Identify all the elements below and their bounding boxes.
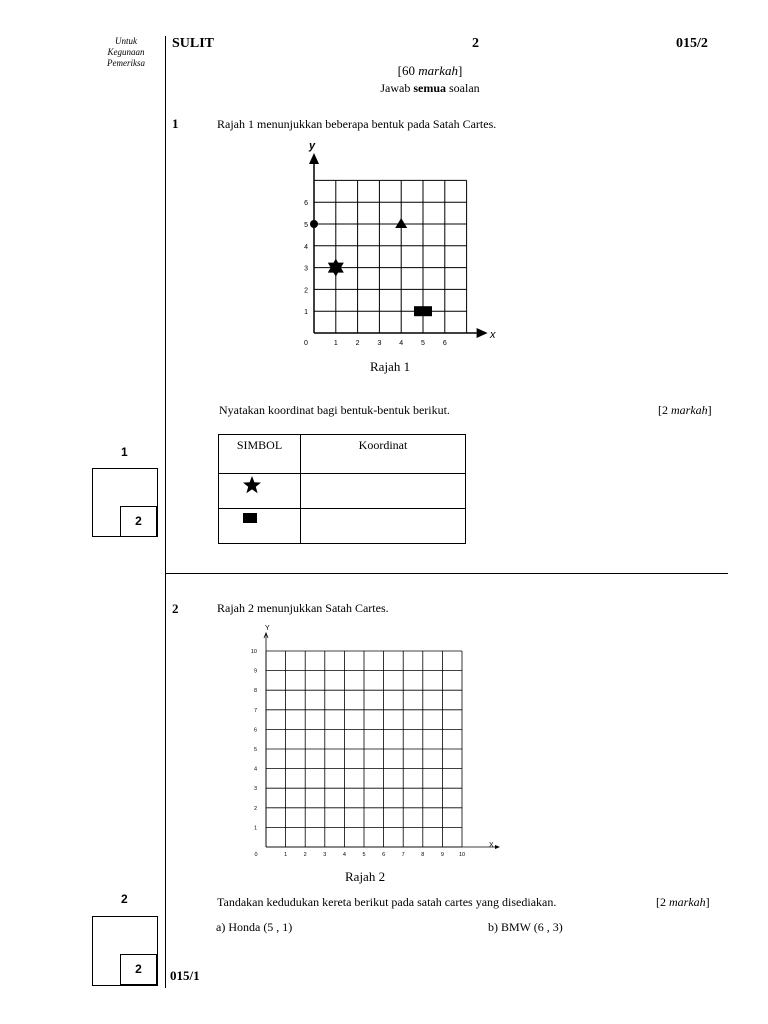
rajah-1-y-label: y: [309, 140, 316, 152]
table-header-coordinate: Koordinat: [301, 435, 466, 474]
rajah-1-grid: [309, 153, 488, 338]
x-tick-label: 5: [362, 852, 366, 858]
coordinate-answer-cell[interactable]: [301, 509, 466, 544]
footer-code: 015/1: [170, 968, 200, 983]
y-tick-label: 6: [304, 200, 308, 208]
margin-label-line: Pemeriksa: [107, 58, 145, 68]
x-tick-label: 8: [421, 852, 425, 858]
x-axis-arrow-icon: [495, 845, 500, 849]
x-tick-label: 1: [333, 340, 338, 347]
y-tick-label: 7: [253, 707, 257, 714]
y-tick-label: 4: [253, 766, 257, 773]
section-divider: [165, 573, 728, 574]
y-tick-label: 5: [304, 222, 308, 229]
score-box-2-max: 2: [120, 954, 157, 985]
x-tick-label: 0: [304, 340, 308, 347]
y-tick-label: 1: [304, 309, 308, 317]
question-2-task: Tandakan kedudukan kereta berikut pada satah cartes yang disediakan.: [217, 895, 557, 909]
score-box-1-max: 2: [120, 506, 157, 537]
x-axis-arrow-icon: [477, 328, 488, 338]
question-1-task: Nyatakan koordinat bagi bentuk-bentuk berikut.: [219, 403, 450, 417]
question-2-marks: [2 markah]: [656, 895, 710, 909]
x-tick-label: 0: [254, 852, 258, 858]
x-tick-label: 3: [377, 340, 382, 347]
x-tick-label: 5: [421, 340, 425, 347]
symbol-cell: [219, 509, 301, 544]
x-tick-label: 3: [323, 852, 327, 858]
y-tick-label: 4: [304, 243, 308, 251]
y-tick-label: 5: [253, 747, 257, 753]
y-tick-label: 6: [253, 727, 257, 734]
header-sulit: SULIT: [172, 36, 215, 51]
figure-rajah-1: [296, 140, 506, 352]
margin-divider: [165, 36, 166, 988]
x-tick-label: 4: [342, 852, 346, 858]
x-tick-label: 2: [355, 340, 360, 347]
rajah-1-caption: Rajah 1: [370, 359, 411, 374]
rajah-2-grid: [264, 633, 500, 849]
star-icon: [242, 475, 262, 495]
triangle-shape-icon: [395, 218, 407, 228]
margin-label-line: Kegunaan: [107, 47, 145, 57]
total-marks: [60 markah]: [397, 63, 463, 78]
coordinate-answer-cell[interactable]: [301, 474, 466, 509]
question-2-number: 2: [172, 601, 179, 616]
rajah-1-x-label: x: [490, 329, 496, 341]
x-tick-label: 10: [458, 852, 466, 858]
score-box-2-label: 2: [121, 892, 128, 906]
question-1-number: 1: [172, 116, 179, 131]
paper-code: 015/2: [676, 36, 708, 51]
rajah-2-x-label: X: [489, 842, 494, 849]
question-2-part-b: b) BMW (6 , 3): [488, 920, 563, 934]
rectangle-shape-icon: [414, 306, 432, 316]
y-tick-label: 2: [253, 805, 257, 812]
y-tick-label: 8: [253, 688, 257, 695]
question-1-marks: [2 markah]: [658, 403, 712, 417]
rajah-2-caption: Rajah 2: [345, 869, 386, 884]
question-2-text: Rajah 2 menunjukkan Satah Cartes.: [217, 601, 389, 615]
y-tick-label: 10: [250, 649, 257, 655]
y-tick-label: 3: [304, 265, 308, 273]
x-tick-label: 1: [284, 852, 288, 858]
x-tick-label: 7: [401, 852, 405, 858]
x-tick-label: 4: [399, 340, 404, 347]
rajah-2-y-label: Y: [265, 625, 270, 632]
circle-shape-icon: [310, 220, 318, 228]
symbol-cell: [219, 474, 301, 509]
y-axis-arrow-icon: [309, 153, 319, 164]
question-1-text: Rajah 1 menunjukkan beberapa bentuk pada Satah Cartes.: [217, 117, 497, 131]
x-tick-label: 6: [382, 852, 386, 858]
answer-table: [218, 434, 466, 544]
margin-label-line: Untuk: [115, 36, 137, 46]
y-tick-label: 9: [253, 668, 257, 675]
x-tick-label: 2: [303, 852, 307, 858]
y-tick-label: 1: [253, 825, 257, 832]
x-tick-label: 6: [442, 340, 447, 347]
y-tick-label: 3: [253, 786, 257, 793]
score-box-1-label: 1: [121, 445, 128, 459]
table-row: [219, 509, 466, 544]
x-tick-label: 9: [440, 852, 444, 858]
y-tick-label: 2: [304, 287, 308, 295]
figure-rajah-2: [246, 620, 500, 862]
table-row: [219, 474, 466, 509]
table-header-symbol: SIMBOL: [219, 435, 301, 474]
rectangle-icon: [243, 513, 257, 523]
question-2-part-a: a) Honda (5 , 1): [216, 920, 293, 934]
instruction: Jawab semua soalan: [380, 81, 480, 95]
page-number: 2: [472, 36, 479, 51]
